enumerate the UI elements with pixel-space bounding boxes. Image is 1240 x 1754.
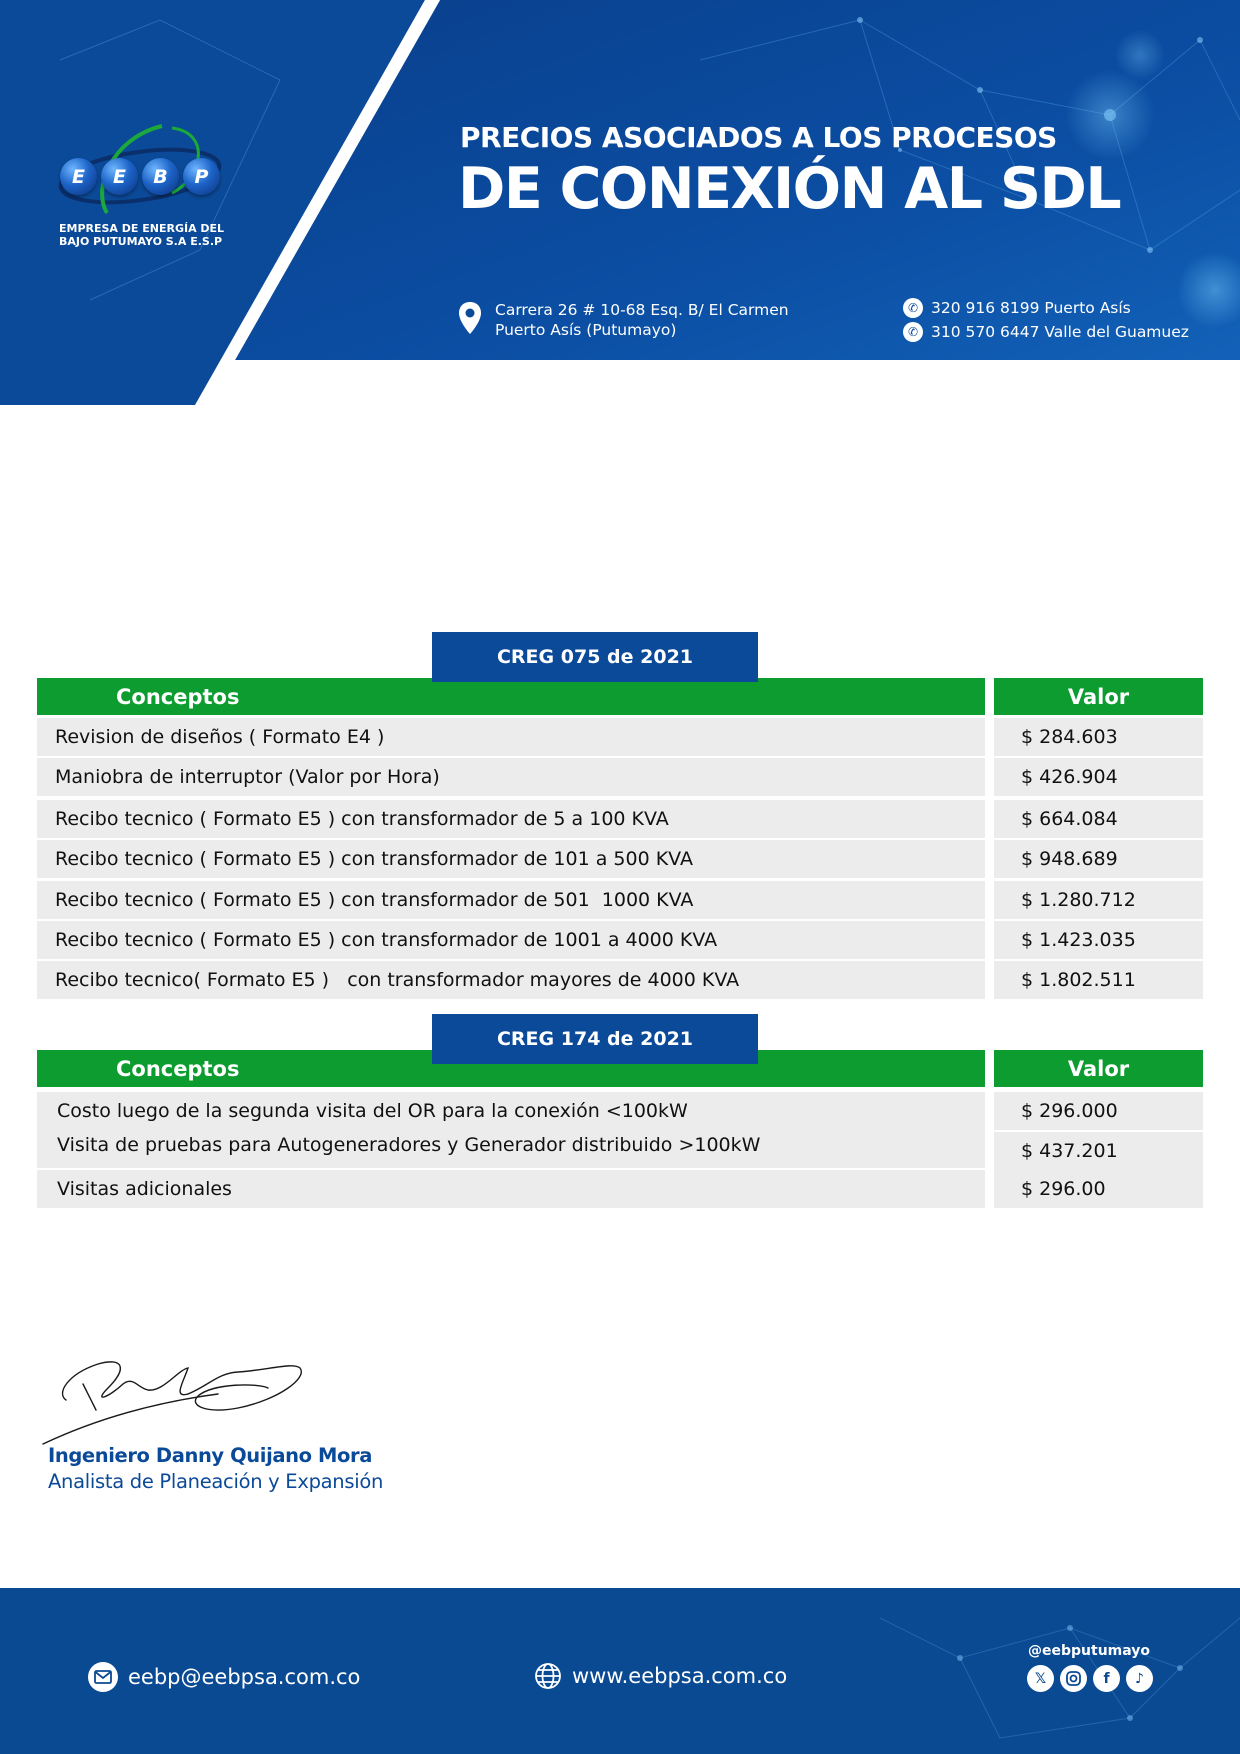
table-row-concept: Revision de diseños ( Formato E4 )	[37, 718, 985, 756]
table-row-value: $ 948.689	[994, 840, 1203, 878]
company-name	[59, 222, 259, 248]
table-row-concept: Recibo tecnico ( Formato E5 ) con transformador de 101 a 500 KVA	[37, 840, 985, 878]
table-row-value: $ 664.084	[994, 800, 1203, 838]
globe-icon	[534, 1662, 562, 1690]
logo-letter: E	[60, 158, 97, 195]
tiktok-icon[interactable]: ♪	[1126, 1665, 1153, 1692]
company-name-line1: EMPRESA DE ENERGÍA DEL	[59, 222, 225, 235]
table1-header-concepts: Conceptos	[37, 678, 985, 715]
table-row-concept: Maniobra de interruptor (Valor por Hora)	[37, 758, 985, 796]
footer-website[interactable]	[534, 1662, 787, 1690]
address-line1: Carrera 26 # 10-68 Esq. B/ El Carmen	[495, 301, 789, 319]
signatory-name: Ingeniero Danny Quijano Mora	[48, 1444, 372, 1467]
whatsapp-icon: ✆	[903, 322, 923, 342]
page-header	[0, 0, 1240, 405]
company-logo	[52, 118, 242, 258]
page-footer	[0, 1588, 1240, 1754]
address	[495, 300, 789, 340]
table-row-concept: Recibo tecnico ( Formato E5 ) con transformador de 5 a 100 KVA	[37, 800, 985, 838]
table-row-concept: Recibo tecnico ( Formato E5 ) con transformador de 501 1000 KVA	[37, 881, 985, 919]
table2-header-concepts: Conceptos	[37, 1050, 985, 1087]
table-row-concept: Recibo tecnico( Formato E5 ) con transformador mayores de 4000 KVA	[37, 961, 985, 999]
page-title-line1: PRECIOS ASOCIADOS A LOS PROCESOS	[460, 121, 1057, 154]
table-row-concept: Visita de pruebas para Autogeneradores y Generador distribuido >100kW	[37, 1130, 985, 1168]
phone-2-text: 310 570 6447 Valle del Guamuez	[931, 323, 1189, 341]
facebook-icon[interactable]: f	[1093, 1665, 1120, 1692]
table-row-value: $ 284.603	[994, 718, 1203, 756]
table-row-value: $ 437.201	[994, 1132, 1203, 1170]
phone-2[interactable]	[903, 322, 1189, 342]
social-handle: @eebputumayo	[1028, 1643, 1151, 1659]
phone-1-text: 320 916 8199 Puerto Asís	[931, 299, 1131, 317]
company-name-line2: BAJO PUTUMAYO S.A E.S.P	[59, 235, 223, 248]
table-row-value: $ 1.423.035	[994, 921, 1203, 959]
table-row-value: $ 1.280.712	[994, 881, 1203, 919]
logo-letter: E	[101, 158, 138, 195]
table1-title: CREG 075 de 2021	[432, 632, 758, 682]
phone-1[interactable]	[903, 298, 1131, 318]
handwritten-signature	[38, 1348, 328, 1450]
table-row-concept: Visitas adicionales	[37, 1170, 985, 1208]
table-row-value: $ 1.802.511	[994, 961, 1203, 999]
page-title-line2: DE CONEXIÓN AL SDL	[458, 156, 1121, 222]
footer-email[interactable]	[88, 1662, 360, 1692]
logo-letter: B	[142, 158, 179, 195]
table2-title: CREG 174 de 2021	[432, 1014, 758, 1064]
table-row-value: $ 296.00	[994, 1170, 1203, 1208]
whatsapp-icon: ✆	[903, 298, 923, 318]
table-row-value: $ 296.000	[994, 1092, 1203, 1130]
logo-letter: P	[183, 158, 220, 195]
table-row-concept: Recibo tecnico ( Formato E5 ) con transformador de 1001 a 4000 KVA	[37, 921, 985, 959]
table1-header-value: Valor	[994, 678, 1203, 715]
x-twitter-icon[interactable]: 𝕏	[1027, 1665, 1054, 1692]
signatory-role: Analista de Planeación y Expansión	[48, 1470, 384, 1493]
footer-email-text: eebp@eebpsa.com.co	[128, 1665, 361, 1689]
table-row-concept: Costo luego de la segunda visita del OR para la conexión <100kW	[37, 1092, 985, 1130]
social-icons	[1027, 1665, 1153, 1692]
table-row-value: $ 426.904	[994, 758, 1203, 796]
footer-website-text: www.eebpsa.com.co	[572, 1664, 788, 1688]
address-line2: Puerto Asís (Putumayo)	[495, 321, 677, 339]
email-icon	[88, 1662, 118, 1692]
instagram-icon[interactable]	[1060, 1665, 1087, 1692]
location-pin-icon	[458, 301, 482, 335]
table2-header-value: Valor	[994, 1050, 1203, 1087]
